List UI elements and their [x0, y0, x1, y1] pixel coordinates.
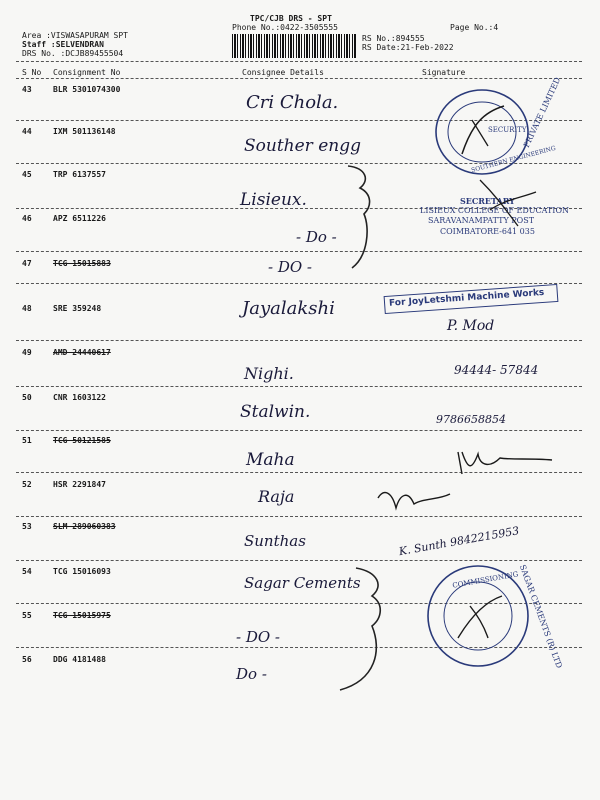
staff-field: Staff :SELVENDRAN: [22, 40, 104, 49]
row-consignee: Cri Chola.: [246, 92, 339, 113]
row-sno: 52: [22, 480, 32, 489]
row-signature: P. Mod: [447, 318, 495, 334]
row-consignment: TRP 6137557: [53, 170, 106, 179]
row-consignee: Sagar Cements: [244, 574, 361, 592]
phone-number: Phone No.:0422-3505555: [232, 23, 338, 32]
row-consignment: AMD 24440617: [53, 348, 111, 357]
row-consignee: Do -: [236, 665, 267, 683]
stamp-text: LISIEUX COLLEGE OF EDUCATION: [420, 206, 570, 215]
row-sno: 51: [22, 436, 32, 445]
row-consignment: HSR 2291847: [53, 480, 106, 489]
row-signature: K. Sunth 9842215953: [397, 524, 521, 559]
stamp-text: For JoyLetshmi Machine Works: [388, 287, 545, 309]
col-sno: S No: [22, 68, 42, 77]
row-sno: 44: [22, 127, 32, 136]
row-consignee: - DO -: [236, 628, 280, 646]
row-sno: 56: [22, 655, 32, 664]
row-consignee: Maha: [246, 450, 295, 470]
col-consignment: Consignment No: [53, 68, 121, 77]
rs-number: RS No.:894555: [362, 34, 425, 43]
row-consignment: TCG 15016093: [53, 567, 111, 576]
row-consignee: Souther engg: [244, 136, 361, 156]
row-signature: 9786658854: [436, 413, 506, 426]
doc-title: TPC/CJB DRS - SPT: [250, 14, 332, 23]
row-consignee: - DO -: [268, 258, 312, 276]
stamp-text: PRIVATE LIMITED: [521, 76, 563, 149]
col-signature: Signature: [422, 68, 466, 77]
row-consignment: TCG 15015883: [53, 259, 111, 268]
row-consignee: Jayalakshi: [242, 298, 335, 319]
stamp-text: SOUTHERN ENGINEERING: [470, 144, 557, 175]
row-consignment: APZ 6511226: [53, 214, 106, 223]
row-sno: 46: [22, 214, 32, 223]
drs-number: DRS No. :DCJB89455504: [22, 49, 124, 58]
row-consignee: Lisieux.: [240, 190, 307, 210]
row-consignment: BLR 5301074300: [53, 85, 121, 94]
row-consignee: - Do -: [296, 228, 337, 246]
row-sno: 53: [22, 522, 32, 531]
row-consignment: TCG 50121585: [53, 436, 111, 445]
row-sno: 55: [22, 611, 32, 620]
row-signature: 94444- 57844: [454, 363, 539, 377]
stamp-text: SAGAR CEMENTS (R) LTD: [517, 563, 564, 670]
row-consignment: CNR 1603122: [53, 393, 106, 402]
row-sno: 45: [22, 170, 32, 179]
stamp-text: SECRETARY: [460, 196, 515, 206]
row-consignee: Nighi.: [244, 364, 294, 383]
row-consignee: Sunthas: [244, 532, 306, 550]
stamp-text: SARAVANAMPATTY POST: [428, 216, 535, 225]
page-number: Page No.:4: [450, 23, 499, 32]
stamp-text: COMMISSIONING: [451, 570, 519, 590]
row-consignment: SLM 289060383: [53, 522, 116, 531]
stamp-text: COIMBATORE-641 035: [440, 227, 535, 236]
row-consignment: DDG 4181488: [53, 655, 106, 664]
area-field: Area :VISWASAPURAM SPT: [22, 31, 128, 40]
row-consignment: TCG 15015975: [53, 611, 111, 620]
row-sno: 48: [22, 304, 32, 313]
col-consignee: Consignee Details: [242, 68, 324, 77]
rs-date: RS Date:21-Feb-2022: [362, 43, 454, 52]
row-sno: 50: [22, 393, 32, 402]
row-sno: 49: [22, 348, 32, 357]
row-sno: 43: [22, 85, 32, 94]
row-consignee: Raja: [258, 487, 295, 506]
row-sno: 47: [22, 259, 32, 268]
row-sno: 54: [22, 567, 32, 576]
stamp-text: SECURITY: [488, 126, 527, 134]
row-consignment: SRE 359248: [53, 304, 102, 313]
row-consignee: Stalwin.: [240, 402, 311, 422]
row-consignment: IXM 501136148: [53, 127, 116, 136]
